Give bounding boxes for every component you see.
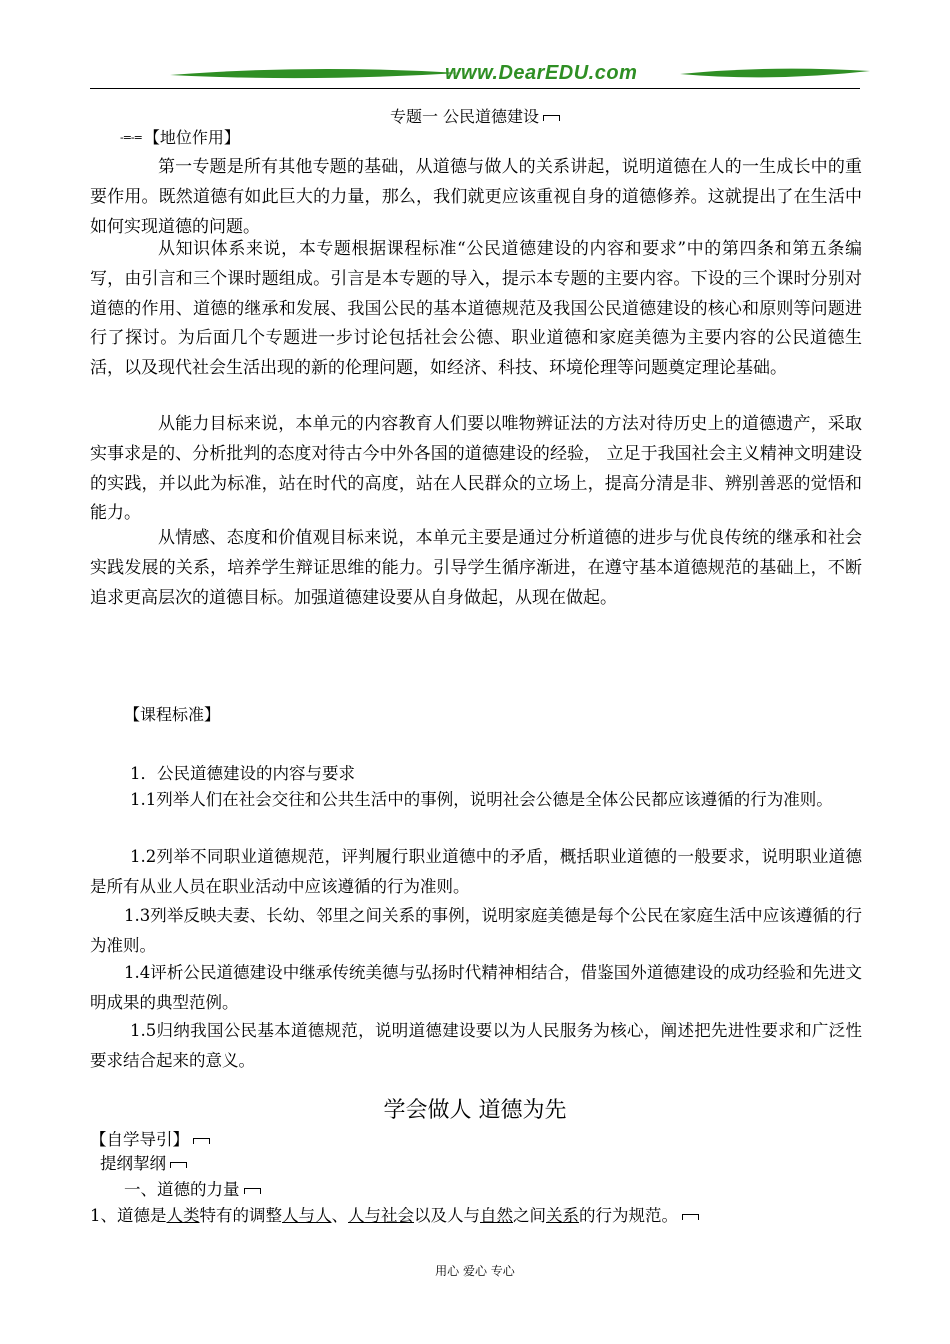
blank-answer: 关系 [546,1206,579,1225]
position-paragraph-2: 从知识体系来说，本专题根据课程标准“公民道德建设的内容和要求”中的第四条和第五条编写，由引言和三个课时题组成。引言是本专题的导入，提示本专题的主要内容。下设的三个课时分别对道德的作用、道德的继承和发展、我国公民的基本道德规范及我国公民道德建设的核心和原则等问题进行了探讨。为后面几个专题进一步讨论包括社会公德、职业道德和家庭美德为主要内容的公民道德生活，以及现代社会生活出现的新的伦理问题，如经济、科技、环境伦理等问题奠定理论基础。 [90,239,862,379]
position-heading: -=-= 【地位作用】 [120,128,240,147]
blank-answer: 自然 [480,1206,513,1225]
lesson-title: 学会做人 道德为先 [383,1098,567,1123]
paragraph-mark-icon [244,1188,261,1194]
paragraph-mark-icon [682,1214,699,1220]
outline-heading: 提纲挈纲 [100,1150,187,1174]
position-paragraph-1: 第一专题是所有其他专题的基础，从道德与做人的关系讲起，说明道德在人的一生成长中的重要作用。既然道德有如此巨大的力量，那么，我们就更应该重视自身的道德修养。这就提出了在生活中如何实现道德的问题。 [90,157,862,237]
blank-answer: 人与人 [282,1206,332,1225]
paragraph-mark-icon [193,1138,210,1144]
right-swoosh-icon [680,66,870,82]
position-paragraph-3: 从能力目标来说，本单元的内容教育人们要以唯物辨证法的方法对待历史上的道德遗产，采取实事求是的、分析批判的态度对待古今中外各国的道德建设的经验， 立足于我国社会主义精神文明建设的实践，并以此为标准，站在时代的高度，站在人民群众的立场上，提高分清是非、辨别善恶的觉悟和能力。 [90,414,862,524]
left-swoosh-icon [170,66,460,82]
part-one-heading: 一、道德的力量 [124,1176,261,1200]
paragraph-mark-icon [170,1162,187,1168]
standards-item-1: 1．公民道德建设的内容与要求 [130,764,355,783]
standard-1-2: 1.2列举不同职业道德规范，评判履行职业道德中的矛盾，概括职业道德的一般要求，说明职业道德是所有从业人员在职业活动中应该遵循的行为准则。 [90,847,862,896]
standard-1-5: 1.5归纳我国公民基本道德规范，说明道德建设要以为人民服务为核心，阐述把先进性要求和广泛性要求结合起来的意义。 [90,1021,862,1070]
site-logo[interactable]: www.DearEDU.com [445,62,638,84]
standards-heading: 【课程标准】 [124,705,221,724]
morality-definition: 1、道德是人类特有的调整人与人、人与社会以及人与自然之间关系的行为规范。 [90,1202,699,1226]
standard-1-1: 1.1列举人们在社会交往和公共生活中的事例，说明社会公德是全体公民都应该遵循的行为准则。 [130,790,833,809]
blank-answer: 人与社会 [348,1206,414,1225]
header-divider [90,88,860,89]
blank-answer: 人类 [166,1206,200,1225]
standard-1-4: 1.4评析公民道德建设中继承传统美德与弘扬时代精神相结合，借鉴国外道德建设的成功经验和先进文明成果的典型范例。 [90,963,862,1012]
page-title: 专题一 公民道德建设 [0,104,950,127]
page-footer: 用心 爱心 专心 [435,1264,515,1278]
self-study-heading: 【自学导引】 [90,1126,210,1150]
standard-1-3: 1.3列举反映夫妻、长幼、邻里之间关系的事例，说明家庭美德是每个公民在家庭生活中应该遵循的行为准则。 [90,906,862,955]
position-paragraph-4: 从情感、态度和价值观目标来说，本单元主要是通过分析道德的进步与优良传统的继承和社会实践发展的关系，培养学生辩证思维的能力。引导学生循序渐进，在遵守基本道德规范的基础上，不断追求更高层次的道德目标。加强道德建设要从自身做起，从现在做起。 [90,528,862,608]
site-header-banner [90,58,860,92]
paragraph-mark-icon [543,115,560,121]
list-marker: -=-= [120,131,142,144]
